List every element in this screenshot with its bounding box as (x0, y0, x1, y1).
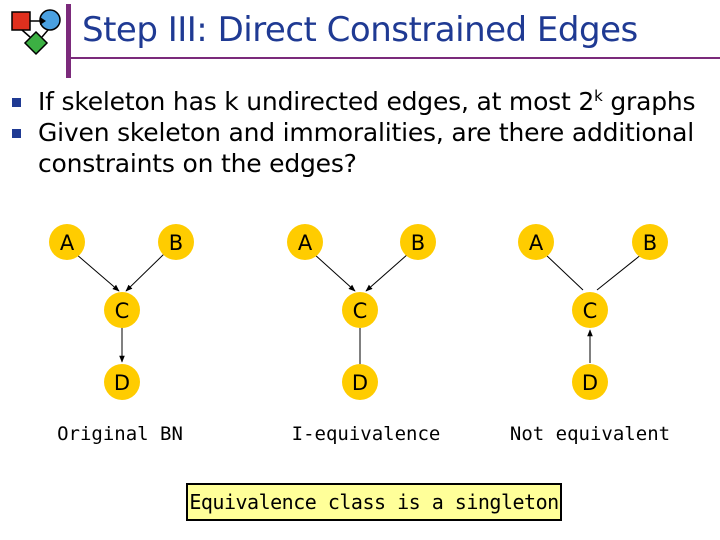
bullet-text: If skeleton has k undirected edges, at most 2 (38, 87, 595, 116)
edge-a-c (76, 254, 119, 291)
edge-b-c (597, 254, 642, 290)
bullet-text-tail: graphs (602, 87, 696, 116)
page-title: Step III: Direct Constrained Edges (82, 10, 638, 50)
node-c-label: C (582, 299, 598, 323)
node-b-label: B (168, 231, 184, 255)
edge-b-c (126, 254, 164, 291)
graph-original-bn (49, 224, 194, 445)
edge-b-c (366, 254, 408, 291)
node-c-label: C (352, 299, 368, 323)
graph-caption: I-equivalence (291, 423, 441, 445)
edge-a-c (314, 254, 355, 291)
graph-not-equivalent (510, 224, 670, 445)
edge-a-c (545, 254, 583, 290)
bullet-text: Given skeleton and immoralities, are there additional constraints on the edges? (38, 118, 694, 178)
graph-caption: Not equivalent (509, 423, 671, 445)
node-c-label: C (114, 299, 130, 323)
graph-i-equivalence (287, 224, 440, 445)
bullet-superscript: k (594, 87, 603, 105)
node-a-label: A (297, 231, 313, 255)
node-b-label: B (642, 231, 658, 255)
note-box: Equivalence class is a singleton (186, 483, 562, 521)
graph-caption: Original BN (57, 423, 183, 445)
node-d-label: D (581, 371, 599, 395)
node-b-label: B (410, 231, 426, 255)
node-d-label: D (351, 371, 369, 395)
node-a-label: A (528, 231, 544, 255)
node-d-label: D (113, 371, 131, 395)
node-a-label: A (59, 231, 75, 255)
